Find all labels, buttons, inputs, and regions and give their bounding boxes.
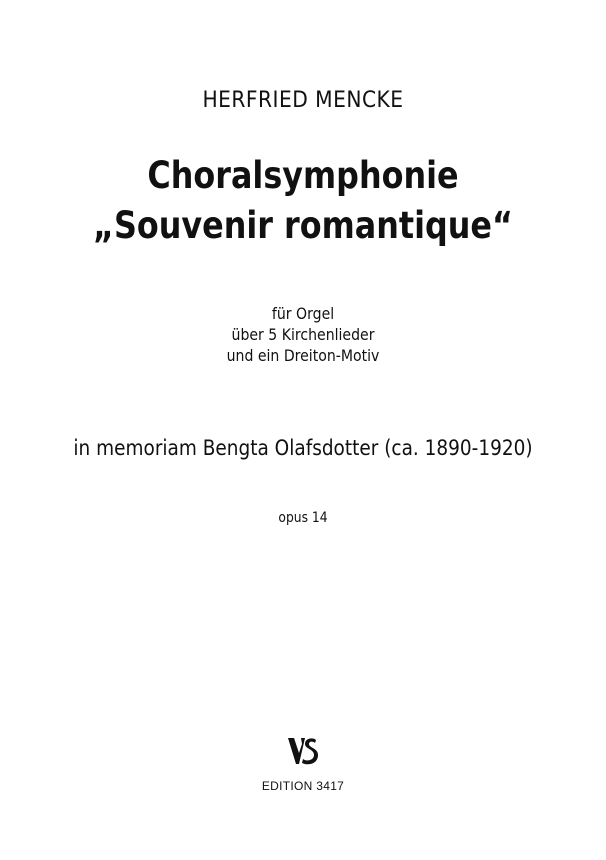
publisher-logo-icon <box>287 736 319 766</box>
motif-line: und ein Dreiton-Motiv <box>226 346 380 365</box>
edition-number: EDITION 3417 <box>261 779 345 793</box>
opus-number: opus 14 <box>278 510 328 526</box>
work-title: Choralsymphonie <box>147 154 459 197</box>
source-hymns-line: über 5 Kirchenlieder <box>231 325 375 344</box>
instrumentation-line: für Orgel <box>271 304 335 323</box>
dedication: in memoriam Bengta Olafsdotter (ca. 1890-1920) <box>73 436 533 460</box>
composer-name: HERFRIED MENCKE <box>202 88 404 113</box>
work-subtitle-title: „Souvenir romantique“ <box>93 204 513 247</box>
